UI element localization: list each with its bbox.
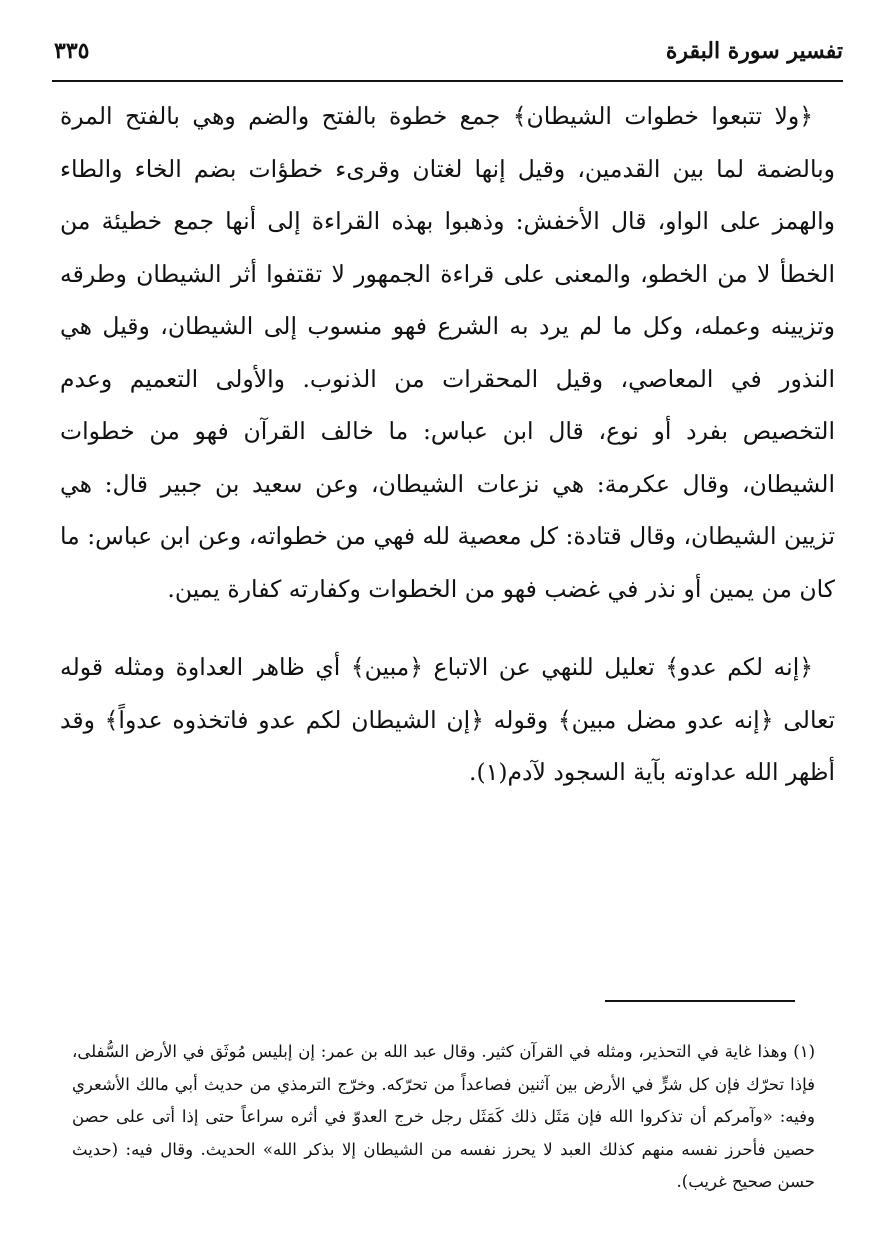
page-header	[52, 34, 843, 82]
footnote: (١) وهذا غاية في التحذير، ومثله في القرآن كثير. وقال عبد الله بن عمر: إن إبليس مُوثَق في الأرض السُّفلى، فإذا تحرّك فإن كل شرٍّ في الأرض بين آثنين فصاعداً من تحرّكه. وخرّج الترمذي من حديث أبي مالك الأشعري وفيه: «وآمركم أن تذكروا الله فإن مَثَل ذلك كَمَثَل رجل خرج العدوّ في أثره سراعاً حتى إذا أتى على حصن حصين فأحرز نفسه منهم كذلك العبد لا يحرز نفسه من الشيطان إلا بذكر الله» الحديث. وقال فيه: (حديث حسن صحيح غريب).	[72, 1042, 815, 1192]
paragraph: ﴿إنه لكم عدو﴾ تعليل للنهي عن الاتباع ﴿مبين﴾ أي ظاهر العداوة ومثله قوله تعالى ﴿إنه عدو مضل مبين﴾ وقوله ﴿إن الشيطان لكم عدو فاتخذوه عدواً﴾ وقد أظهر الله عداوته بآية السجود لآدم(١).	[60, 653, 835, 786]
running-title: تفسير سورة البقرة	[665, 38, 843, 64]
main-text	[60, 90, 835, 799]
page-number: ٣٣٥	[54, 38, 90, 64]
footnote-separator	[605, 1000, 795, 1002]
paragraph: ﴿ولا تتبعوا خطوات الشيطان﴾ جمع خطوة بالفتح والضم وهي بالفتح المرة وبالضمة لما بين القدمين، وقيل إنها لغتان وقرىء خطؤات بضم الخاء والطاء والهمز على الواو، قال الأخفش: وذهبوا بهذه القراءة إلى أنها جمع خطيئة من الخطأ لا من الخطو، والمعنى على قراءة الجمهور لا تقتفوا أثر الشيطان وطرقه وتزيينه وعمله، وكل ما لم يرد به الشرع فهو منسوب إلى الشيطان، وقيل هي النذور في المعاصي، وقيل المحقرات من الذنوب. والأولى التعميم وعدم التخصيص بفرد أو نوع، قال ابن عباس: ما خالف القرآن فهو من خطوات الشيطان، وقال عكرمة: هي نزعات الشيطان، وعن سعيد بن جبير قال: هي تزيين الشيطان، وقال قتادة: كل معصية لله فهي من خطواته، وعن ابن عباس: ما كان من يمين أو نذر في غضب فهو من الخطوات وكفارته كفارة يمين.	[60, 102, 835, 603]
